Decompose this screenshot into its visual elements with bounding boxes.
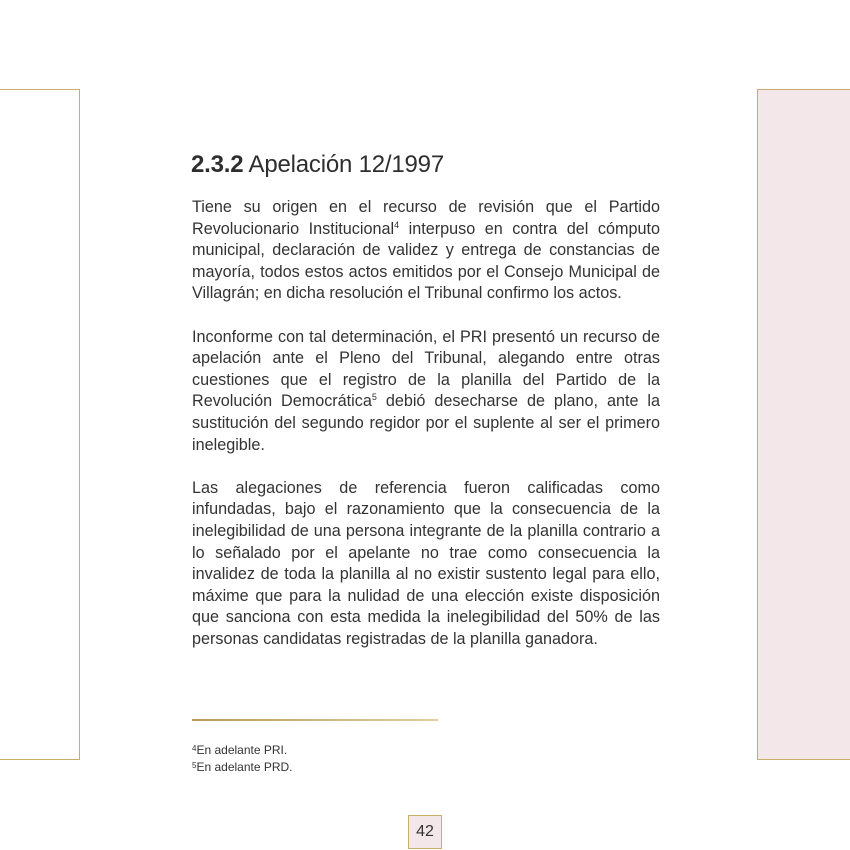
section-title: Apelación 12/1997 <box>248 151 444 178</box>
footnote-mark: 5 <box>192 761 197 770</box>
right-decorative-panel <box>757 89 850 760</box>
footnote-5 <box>192 759 293 776</box>
paragraph-2-text-a: Inconforme con tal determinación, el PRI presentó un recurso de apelación ante el Pleno del Tribunal, alegando entre otras cuestiones que el registro de la planilla del Partido de la Revolución Democrática <box>192 327 660 411</box>
paragraph-2-text-b: debió desecharse de plano, ante la sustitución del segundo regidor por el suplente al ser el primero inelegible. <box>192 392 660 454</box>
footnote-text: En adelante PRI. <box>196 743 288 757</box>
footnote-4 <box>192 742 293 759</box>
paragraph-3: Las alegaciones de referencia fueron calificadas como infundadas, bajo el razonamiento que la consecuencia de la inelegibilidad de una persona integrante de la planilla contrario a lo señalado por el apelante no trae como consecuencia la invalidez de toda la planilla al no existir sustento legal para ello, máxime que para la nulidad de una elección existe disposición que sanciona con esta medida la inelegibilidad del 50% de las personas candidatas registradas de la planilla ganadora. <box>192 478 660 648</box>
footnote-divider <box>192 719 438 721</box>
section-number: 2.3.2 <box>191 151 244 178</box>
paragraph-1-text-a: Tiene su origen en el recurso de revisión que el Partido Revolucionario Institucional <box>192 198 660 238</box>
paragraph-1-text-b: interpuso en contra del cómputo municipal, declaración de validez y entrega de constancias de mayoría, todos estos actos emitidos por el Consejo Municipal de Villagrán; en dicha resolución el Tribunal confirmo los actos. <box>192 219 661 303</box>
left-decorative-frame <box>0 89 80 760</box>
footnotes <box>192 742 293 776</box>
paragraph-1 <box>192 197 660 305</box>
footnote-mark: 4 <box>192 744 197 753</box>
paragraph-2 <box>192 327 660 457</box>
footnote-ref-4: 4 <box>394 219 400 230</box>
body-text <box>192 197 660 672</box>
footnote-text: En adelante PRD. <box>196 760 293 774</box>
section-heading <box>191 151 444 179</box>
footnote-ref-5: 5 <box>371 392 377 403</box>
page-number: 42 <box>408 815 442 849</box>
